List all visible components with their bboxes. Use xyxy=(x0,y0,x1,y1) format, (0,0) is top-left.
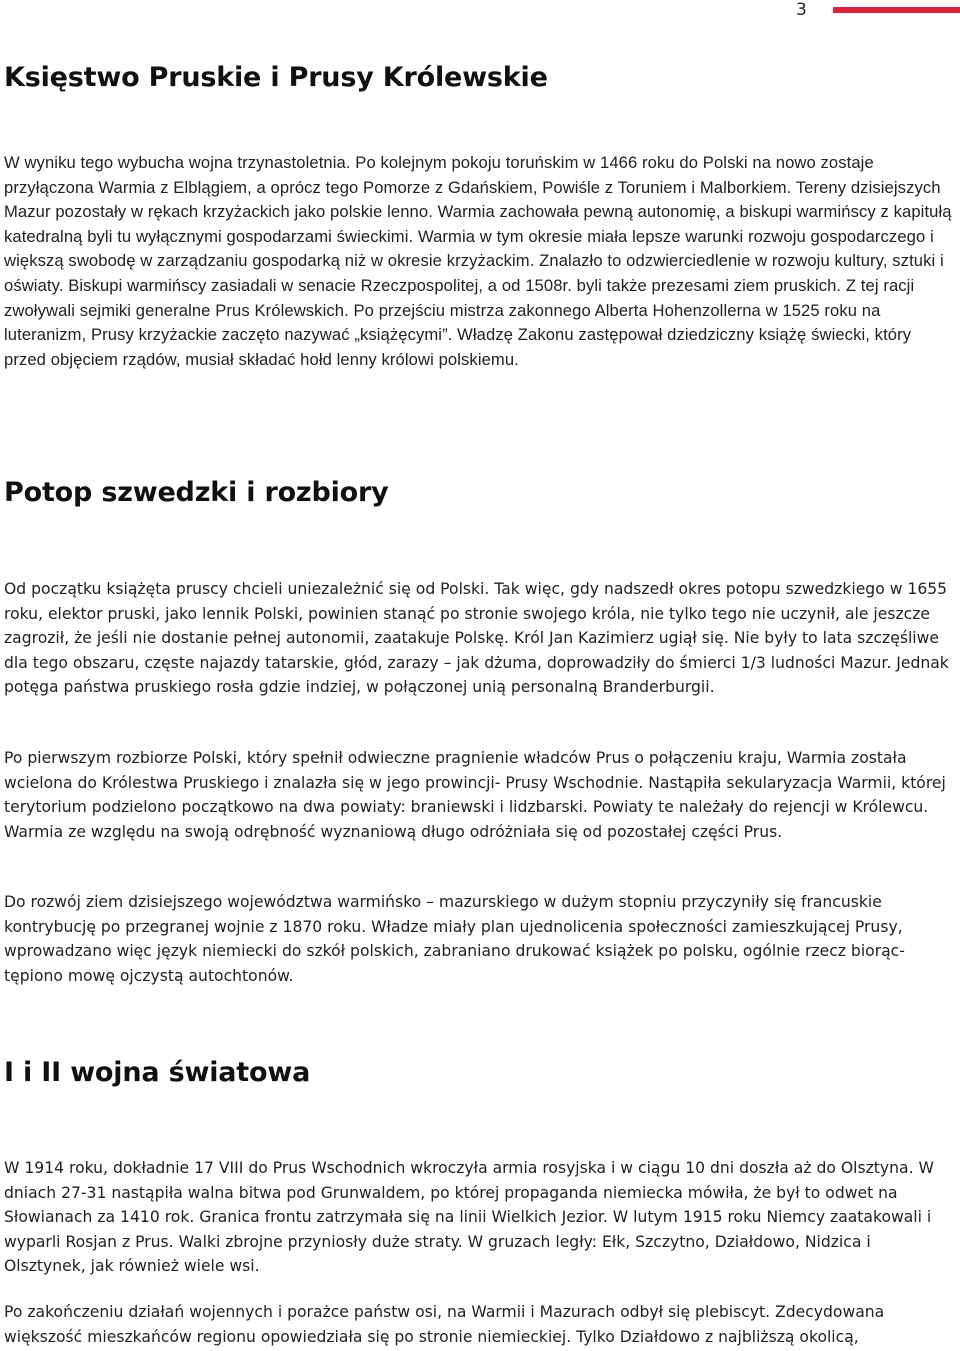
paragraph: W 1914 roku, dokładnie 17 VIII do Prus Wschodnich wkroczyła armia rosyjska i w ciągu 10 dni doszła aż do Olsztyna. W dniach 27-31 nastąpiła walna bitwa pod Grunwaldem, po której propaganda niemiecka mówiła, że był to odwet na Słowianach za 1410 rok. Granica frontu zatrzymała się na linii Wielkich Jezior. W lutym 1915 roku Niemcy zaatakowali i wyparli Rosjan z Prus. Walki zbrojne przyniosły duże straty. W gruzach legły: Ełk, Szczytno, Działdowo, Nidzica i Olsztynek, jak również wiele wsi. xyxy=(4,1159,934,1276)
paragraph: Po zakończeniu działań wojennych i porażce państw osi, na Warmii i Mazurach odbył się plebiscyt. Zdecydowana większość mieszkańców regionu opowiedziała się po stronie niemieckiej. Tylko Działdowo z najbliższą okolicą, xyxy=(4,1303,885,1346)
paragraph: Po pierwszym rozbiorze Polski, który spełnił odwieczne pragnienie władców Prus o połączeniu kraju, Warmia została wcielona do Królestwa Pruskiego i znalazła się w jego prowincji- Prusy Wschodnie. Nastąpiła sekularyzacja Warmii, której terytorium podzielono początkowo na dwa powiaty: braniewski i lidzbarski. Powiaty te należały do rejencji w Królewcu. Warmia ze względu na swoją odrębność wyznaniową długo odróżniała się od pozostałej części Prus. xyxy=(4,749,946,841)
page-number: 3 xyxy=(796,0,807,20)
paragraph: Od początku książęta pruscy chcieli uniezależnić się od Polski. Tak więc, gdy nadszedł okres potopu szwedzkiego w 1655 roku, elektor pruski, jako lennik Polski, powinien stanąć po stronie swojego króla, nie tylko tego nie uczynił, ale jeszcze zagroził, że jeśli nie dostanie pełnej autonomii, zaatakuje Polskę. Król Jan Kazimierz ugiął się. Nie były to lata szczęśliwe dla tego obszaru, częste najazdy tatarskie, głód, zarazy – jak dżuma, doprowadziły do śmierci 1/3 ludności Mazur. Jednak potęga państwa pruskiego rosła gdzie indziej, w połączonej unią personalną Branderburgii. xyxy=(4,580,949,697)
header-accent-bar xyxy=(833,7,960,13)
section-heading-ksiestwo-pruskie: Księstwo Pruskie i Prusy Królewskie xyxy=(4,62,548,93)
section-heading-wojna-swiatowa: I i II wojna światowa xyxy=(4,1057,311,1088)
paragraph: W wyniku tego wybucha wojna trzynastoletnia. Po kolejnym pokoju toruńskim w 1466 roku do Polski na nowo zostaje przyłączona Warmia z Elblągiem, a oprócz tego Pomorze z Gdańskiem, Powiśle z Toruniem i Malborkiem. Tereny dzisiejszych Mazur pozostały w rękach krzyżackich jako polskie lenno. Warmia zachowała pewną autonomię, a biskupi warmińscy z kapitułą katedralną byli tu wyłącznymi gospodarzami świeckimi. Warmia w tym okresie miała lepsze warunki rozwoju gospodarczego i większą swobodę w zarządzaniu gospodarką niż w okresie krzyżackim. Znalazło to odzwierciedlenie w rozwoju kultury, sztuki i oświaty. Biskupi warmińscy zasiadali w senacie Rzeczpospolitej, a od 1508r. byli także prezesami ziem pruskich. Z tej racji zwoływali sejmiki generalne Prus Królewskich. Po przejściu mistrza zakonnego Alberta Hohenzollerna w 1525 roku na luteranizm, Prusy krzyżackie zaczęto nazywać „książęcymi”. Władzę Zakonu zastępował dziedziczny książę świecki, który przed objęciem rządów, musiał składać hołd lenny królowi polskiemu. xyxy=(4,153,952,369)
section-heading-potop-szwedzki: Potop szwedzki i rozbiory xyxy=(4,477,389,508)
paragraph: Do rozwój ziem dzisiejszego województwa warmińsko – mazurskiego w dużym stopniu przyczyniły się francuskie kontrybucję po przegranej wojnie z 1870 roku. Władze miały plan ujednolicenia społeczności zamieszkującej Prusy, wprowadzano więc język niemiecki do szkół polskich, zabraniano drukować książek po polsku, ogólnie rzecz biorąc- tępiono mowę ojczystą autochtonów. xyxy=(4,893,905,985)
